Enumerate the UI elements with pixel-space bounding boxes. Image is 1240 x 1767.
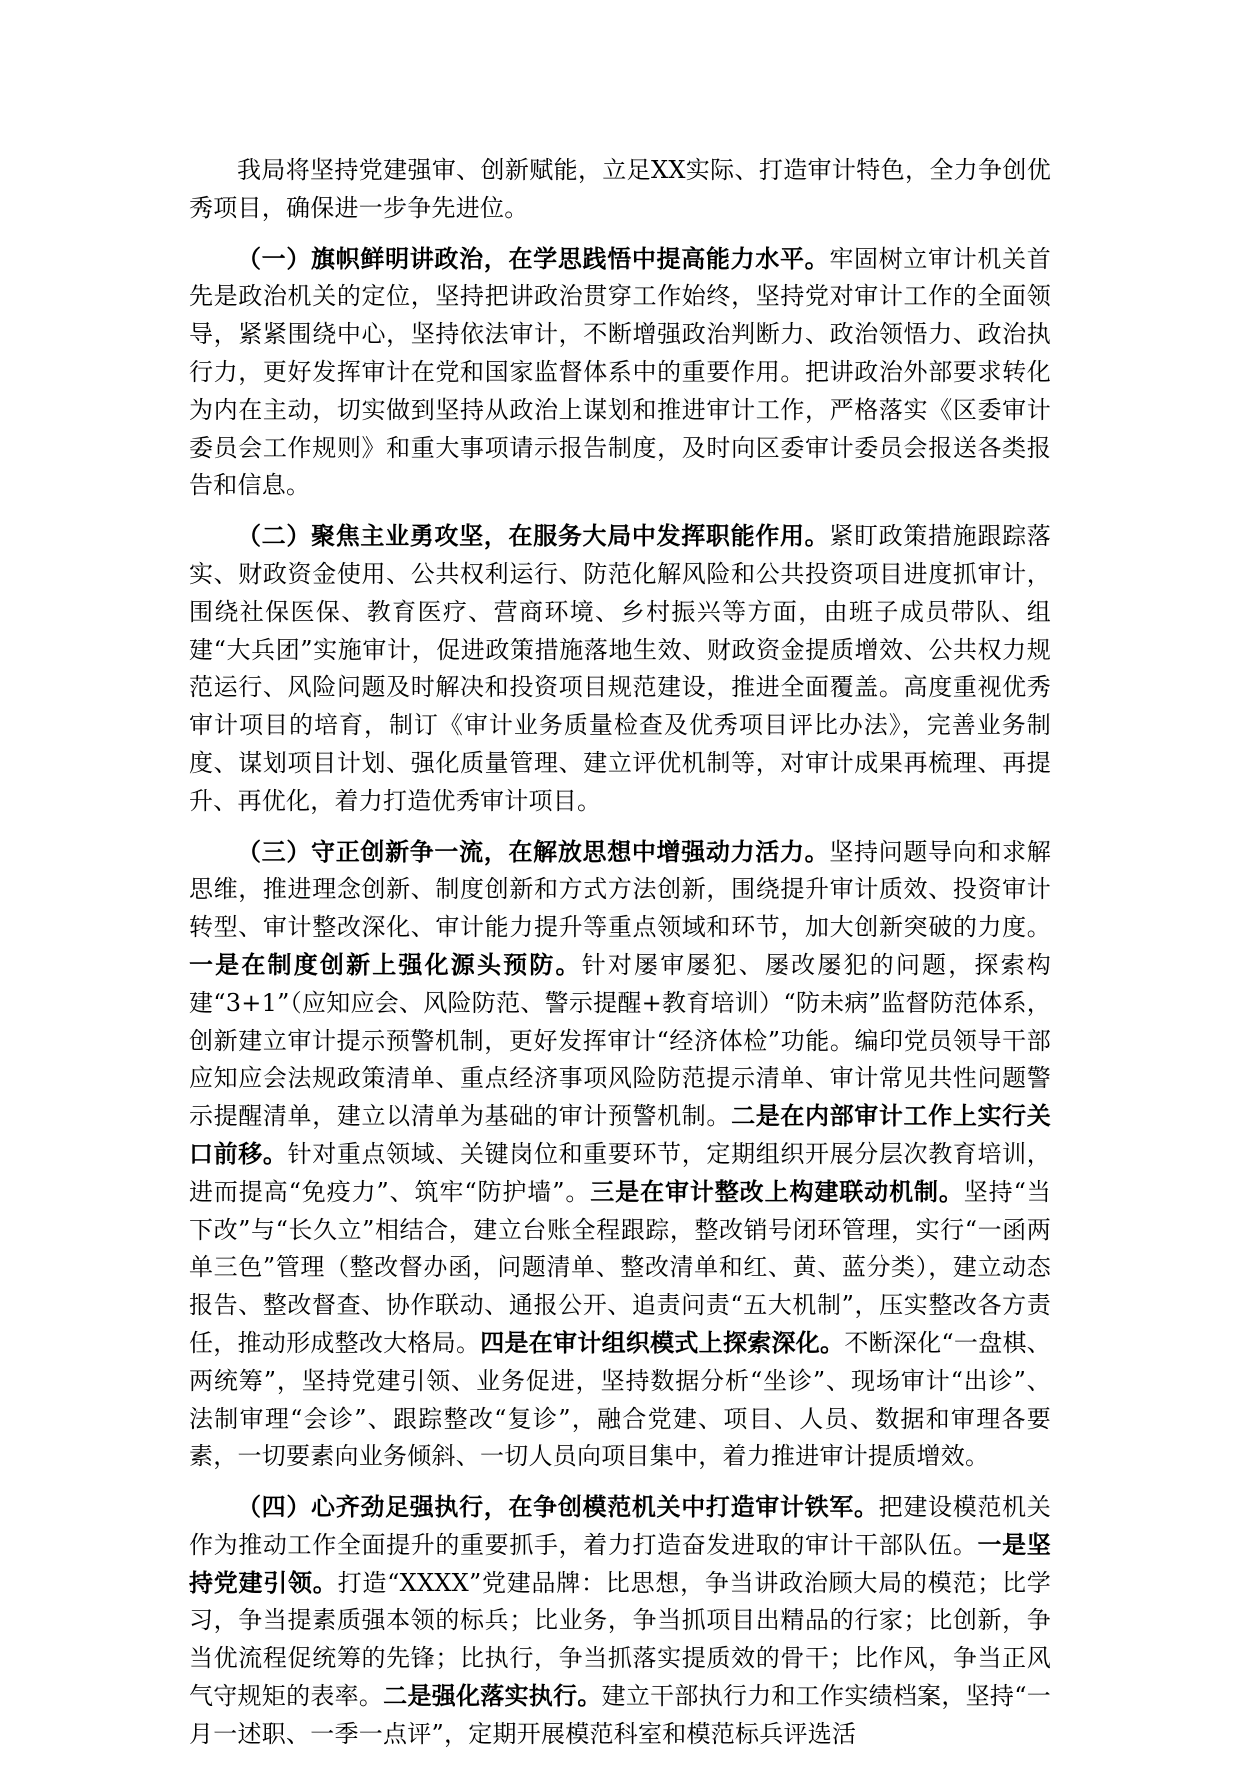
subpoint-heading: 四是在审计组织模式上探索深化。 xyxy=(480,1328,845,1357)
paragraph-text: 牢固树立审计机关首先是政治机关的定位，坚持把讲政治贯穿工作始终，坚持党对审计工作的全面领导，紧紧围绕中心，坚持依法审计，不断增强政治判断力、政治领悟力、政治执行力，更好发挥审计在党和国家监督体系中的重要作用。把讲政治外部要求转化为内在主动，切实做到坚持从政治上谋划和推进审计工作，严格落实《区委审计委员会工作规则》和重大事项请示报告制度，及时向区委审计委员会报送各类报告和信息。 xyxy=(189,244,1051,500)
subpoint-heading: 一是在制度创新上强化源头预防。 xyxy=(189,950,582,979)
paragraph-text: 把建设模范机关作为推动工作全面提升的重要抓手，着力打造奋发进取的审计干部队伍。 xyxy=(189,1493,1051,1559)
paragraph-text: 我局将坚持党建强审、创新赋能，立足XX实际、打造审计特色，全力争创优秀项目，确保进一步争先进位。 xyxy=(189,156,1051,222)
paragraph-section-4 xyxy=(189,1489,1051,1754)
section-heading: （三）守正创新争一流，在解放思想中增强动力活力。 xyxy=(237,837,830,866)
paragraph-section-3 xyxy=(189,834,1051,1477)
paragraph-section-2 xyxy=(189,518,1051,820)
section-heading: （四）心齐劲足强执行，在争创模范机关中打造审计铁军。 xyxy=(237,1493,879,1522)
subpoint-heading: 三是在审计整改上构建联动机制。 xyxy=(590,1177,964,1206)
paragraph-text: 不断深化“一盘棋、两统筹”，坚持党建引领、业务促进，坚持数据分析“坐诊”、现场审计“出诊”、法制审理“会诊”、跟踪整改“复诊”，融合党建、项目、人员、数据和审理各要素，一切要素向业务倾斜、一切人员向项目集中，着力推进审计提质增效。 xyxy=(189,1328,1051,1471)
subpoint-heading: 一是坚持党建引领。 xyxy=(189,1530,1051,1597)
paragraph-text: 打造“XXXX”党建品牌：比思想，争当讲政治顾大局的模范；比学习，争当提素质强本领的标兵；比业务，争当抓项目出精品的行家；比创新，争当优流程促统筹的先锋；比执行，争当抓落实提质效的骨干；比作风，争当正风气守规矩的表率。 xyxy=(189,1568,1051,1711)
subpoint-heading: 二是在内部审计工作上实行关口前移。 xyxy=(189,1102,1052,1168)
section-heading: （二）聚焦主业勇攻坚，在服务大局中发挥职能作用。 xyxy=(237,522,830,551)
paragraph-text: 坚持“当下改”与“长久立”相结合，建立台账全程跟踪，整改销号闭环管理，实行“一函两单三色”管理（整改督办函，问题清单、整改清单和红、黄、蓝分类），建立动态报告、整改督查、协作联动、通报公开、追责问责“五大机制”，压实整改各方责任，推动形成整改大格局。 xyxy=(189,1177,1051,1357)
document-body xyxy=(189,152,1051,1767)
section-heading: （一）旗帜鲜明讲政治，在学思践悟中提高能力水平。 xyxy=(237,244,830,273)
paragraph-text: 紧盯政策措施跟踪落实、财政资金使用、公共权利运行、防范化解风险和公共投资项目进度抓审计，围绕社保医保、教育医疗、营商环境、乡村振兴等方面，由班子成员带队、组建“大兵团”实施审计，促进政策措施落地生效、财政资金提质增效、公共权力规范运行、风险问题及时解决和投资项目规范建设，推进全面覆盖。高度重视优秀审计项目的培育，制订《审计业务质量检查及优秀项目评比办法》，完善业务制度、谋划项目计划、强化质量管理、建立评优机制等，对审计成果再梳理、再提升、再优化，着力打造优秀审计项目。 xyxy=(189,522,1051,815)
paragraph-text: 针对屡审屡犯、屡改屡犯的问题，探索构建“3+1”（应知应会、风险防范、警示提醒+教育培训）“防未病”监督防范体系，创新建立审计提示预警机制，更好发挥审计“经济体检”功能。编印党员领导干部应知应会法规政策清单、重点经济事项风险防范提示清单、审计常见共性问题警示提醒清单，建立以清单为基础的审计预警机制。 xyxy=(189,950,1052,1131)
paragraph-text: 针对重点领域、关键岗位和重要环节，定期组织开展分层次教育培训，进而提高“免疫力”、筑牢“防护墙”。 xyxy=(189,1139,1052,1206)
paragraph-section-1 xyxy=(189,241,1051,506)
paragraph-text: 坚持问题导向和求解思维，推进理念创新、制度创新和方式方法创新，围绕提升审计质效、投资审计转型、审计整改深化、审计能力提升等重点领域和环节，加大创新突破的力度。 xyxy=(189,837,1051,942)
paragraph-intro xyxy=(189,152,1051,228)
subpoint-heading: 二是强化落实执行。 xyxy=(383,1682,602,1711)
paragraph-text: 建立干部执行力和工作实绩档案，坚持“一月一述职、一季一点评”，定期开展模范科室和模范标兵评选活 xyxy=(189,1682,1051,1748)
